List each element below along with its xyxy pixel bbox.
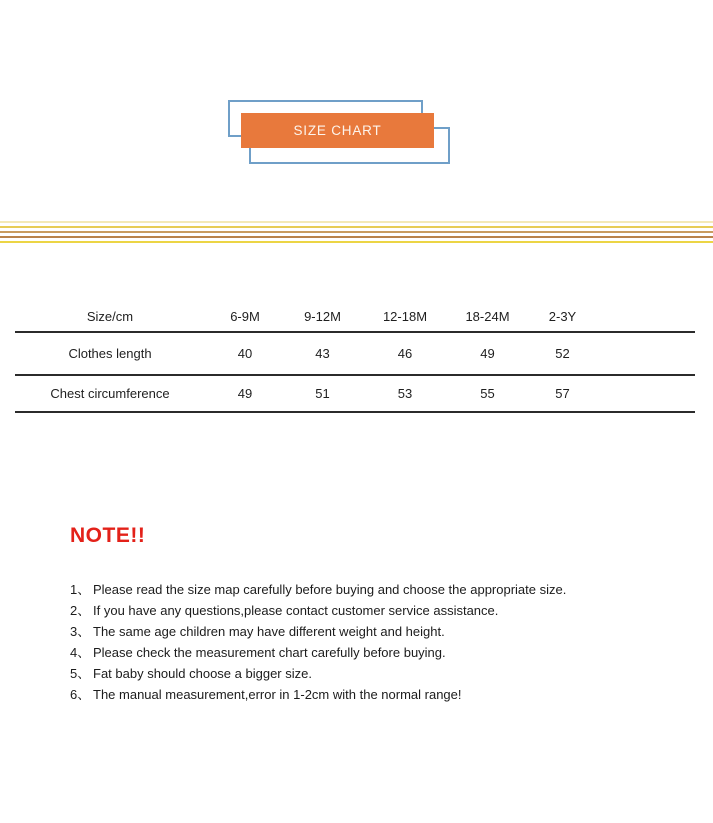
note-number: 6、 — [70, 687, 91, 702]
note-number: 5、 — [70, 666, 91, 681]
cell-value: 57 — [525, 375, 600, 412]
row-label: Chest circumference — [15, 375, 205, 412]
note-list — [70, 579, 630, 705]
note-heading: NOTE!! — [70, 524, 146, 547]
note-text: If you have any questions,please contact customer service assistance. — [93, 603, 499, 618]
cell-value: 53 — [360, 375, 450, 412]
cell-value: 40 — [205, 332, 285, 375]
cell-filler — [600, 375, 695, 412]
decor-stripe — [0, 236, 713, 238]
table-row-clothes-length — [15, 332, 695, 375]
note-item-2 — [70, 600, 630, 621]
note-item-1 — [70, 579, 630, 600]
decor-stripe — [0, 221, 713, 223]
note-number: 1、 — [70, 582, 91, 597]
cell-value: 52 — [525, 332, 600, 375]
column-header-6-9m: 6-9M — [205, 301, 285, 332]
note-text: Please check the measurement chart carefully before buying. — [93, 645, 446, 660]
note-item-4 — [70, 642, 630, 663]
note-item-3 — [70, 621, 630, 642]
cell-value: 43 — [285, 332, 360, 375]
column-header-size: Size/cm — [15, 301, 205, 332]
note-item-5 — [70, 663, 630, 684]
row-label: Clothes length — [15, 332, 205, 375]
column-header-2-3y: 2-3Y — [525, 301, 600, 332]
note-text: Fat baby should choose a bigger size. — [93, 666, 312, 681]
decor-stripe — [0, 231, 713, 233]
note-text: The manual measurement,error in 1-2cm with the normal range! — [93, 687, 462, 702]
cell-filler — [600, 332, 695, 375]
size-table-section — [15, 301, 695, 413]
cell-value: 55 — [450, 375, 525, 412]
size-chart-title: SIZE CHART — [293, 123, 382, 138]
decor-stripe — [0, 226, 713, 228]
column-header-filler — [600, 301, 695, 332]
note-item-6 — [70, 684, 630, 705]
note-number: 3、 — [70, 624, 91, 639]
column-header-12-18m: 12-18M — [360, 301, 450, 332]
column-header-18-24m: 18-24M — [450, 301, 525, 332]
note-number: 2、 — [70, 603, 91, 618]
note-number: 4、 — [70, 645, 91, 660]
table-header-row — [15, 301, 695, 332]
cell-value: 49 — [450, 332, 525, 375]
cell-value: 46 — [360, 332, 450, 375]
size-chart-table — [15, 301, 695, 413]
note-text: Please read the size map carefully before buying and choose the appropriate size. — [93, 582, 567, 597]
size-chart-banner — [241, 113, 434, 148]
decor-stripe — [0, 241, 713, 243]
note-text: The same age children may have different weight and height. — [93, 624, 445, 639]
cell-value: 51 — [285, 375, 360, 412]
column-header-9-12m: 9-12M — [285, 301, 360, 332]
cell-value: 49 — [205, 375, 285, 412]
table-row-chest-circumference — [15, 375, 695, 412]
